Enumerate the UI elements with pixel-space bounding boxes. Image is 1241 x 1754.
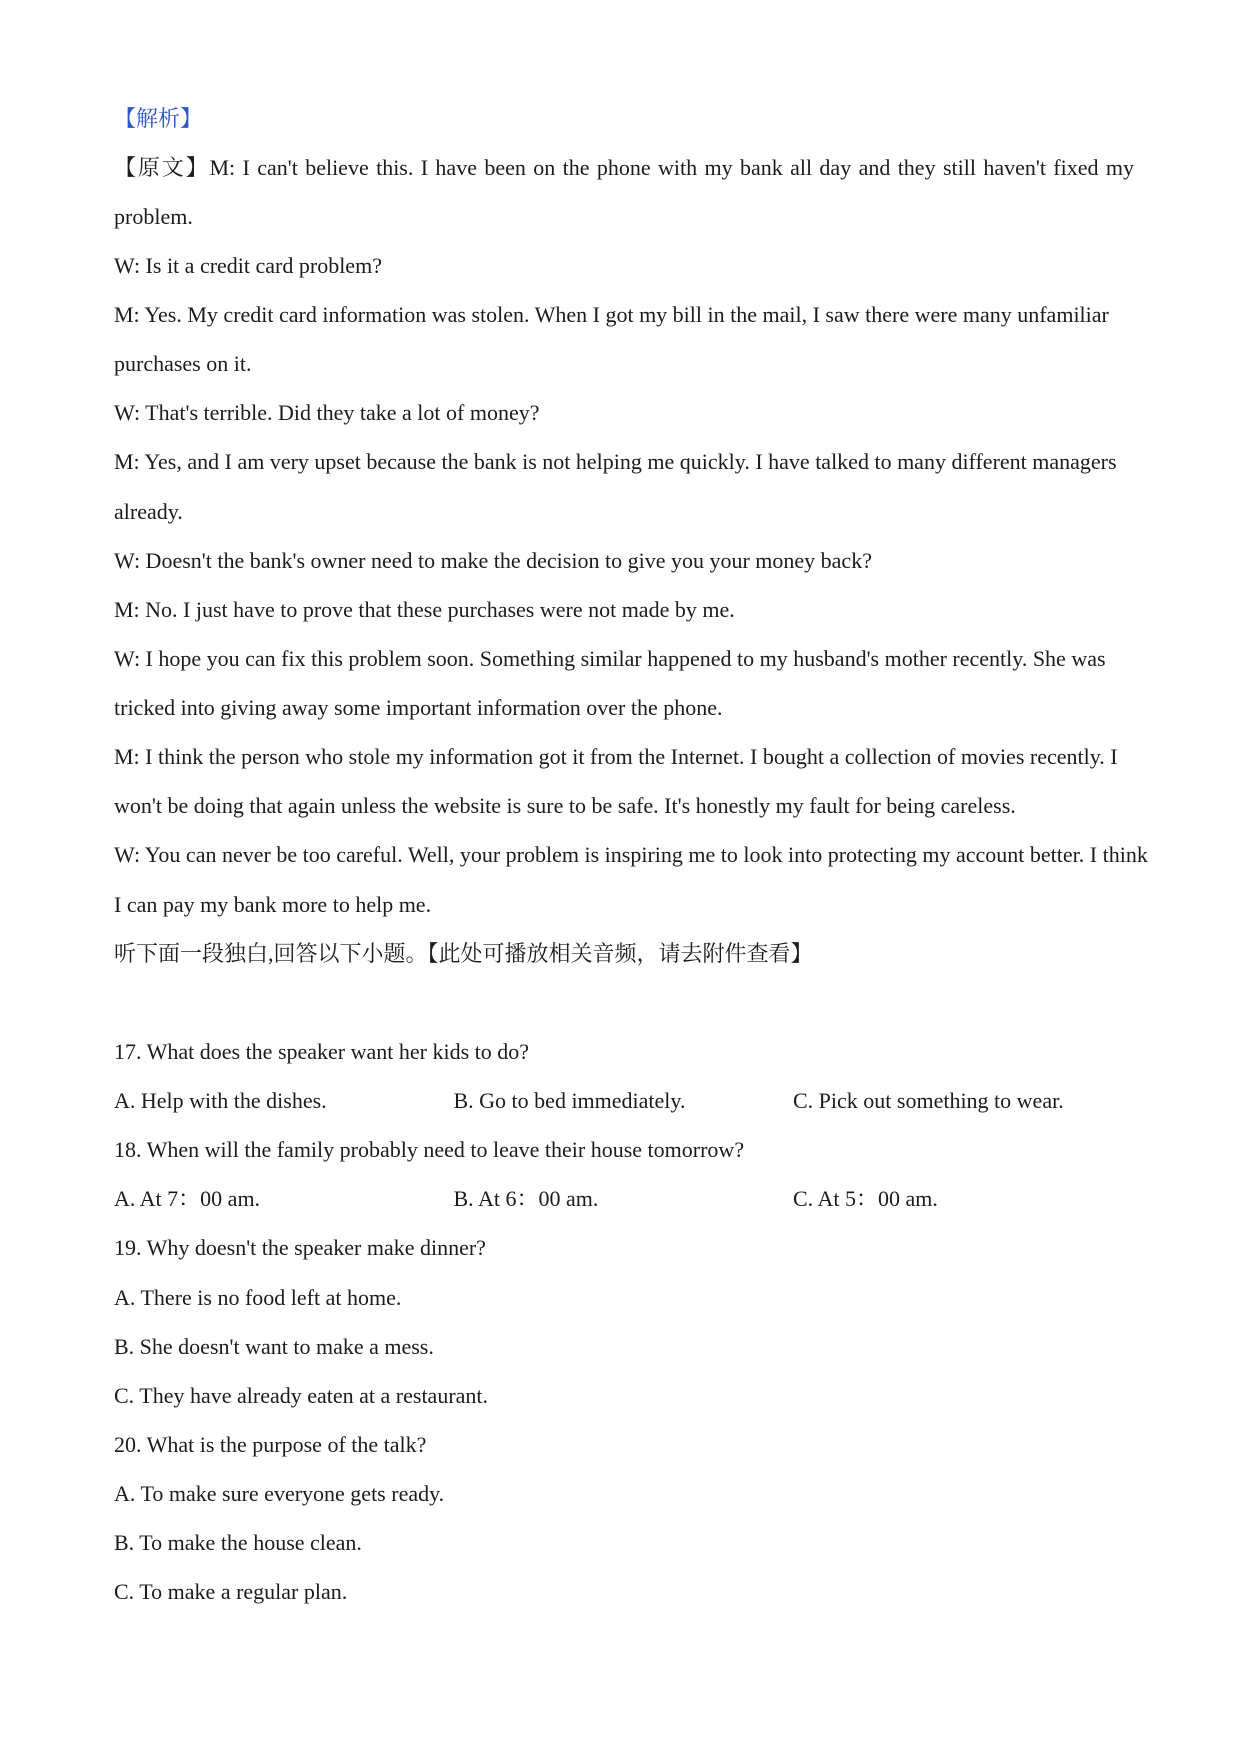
transcript-line: won't be doing that again unless the website is sure to be safe. It's honestly my fault for being careless.	[114, 793, 1016, 819]
transcript-line: already.	[114, 498, 183, 524]
instruction-text: 听下面一段独白,回答以下小题。【此处可播放相关音频，请去附件查看】	[114, 940, 813, 966]
transcript-line: W: I hope you can fix this problem soon. Something similar happened to my husband's mother recently. She was	[114, 645, 1106, 671]
transcript-line: M: No. I just have to prove that these purchases were not made by me.	[114, 596, 735, 622]
transcript-line: M: I can't believe this. I have been on the phone with my bank all day and they still haven't fixed my	[209, 154, 1134, 180]
transcript-line: W: That's terrible. Did they take a lot of money?	[114, 400, 540, 426]
question-17-stem: 17. What does the speaker want her kids to do?	[114, 1038, 530, 1064]
transcript-line: W: Is it a credit card problem?	[114, 252, 382, 278]
question-17-option-c: C. Pick out something to wear.	[793, 1088, 1064, 1114]
question-19-option-c: C. They have already eaten at a restaurant.	[114, 1382, 489, 1408]
transcript-line: problem.	[114, 203, 193, 229]
question-17-options	[114, 1076, 1134, 1125]
transcript-first-line	[114, 143, 1134, 192]
question-18-stem: 18. When will the family probably need to leave their house tomorrow?	[114, 1137, 745, 1163]
transcript-line: M: I think the person who stole my information got it from the Internet. I bought a collection of movies recently. I	[114, 744, 1118, 770]
question-18-option-c: C. At 5：00 am.	[793, 1186, 938, 1212]
question-19-option-b: B. She doesn't want to make a mess.	[114, 1333, 434, 1359]
section-label: 【解析】	[114, 105, 203, 131]
document-page	[114, 94, 1148, 1617]
transcript-line: I can pay my bank more to help me.	[114, 891, 432, 917]
blank-line	[114, 978, 1134, 1027]
question-17-option-a: A. Help with the dishes.	[114, 1088, 327, 1114]
transcript-line: purchases on it.	[114, 351, 252, 377]
question-20-option-c: C. To make a regular plan.	[114, 1579, 348, 1605]
question-19-option-a: A. There is no food left at home.	[114, 1284, 402, 1310]
question-18-option-a: A. At 7：00 am.	[114, 1186, 261, 1212]
question-18-option-b: B. At 6：00 am.	[453, 1186, 599, 1212]
transcript-label: 【原文】	[114, 154, 210, 180]
question-20-stem: 20. What is the purpose of the talk?	[114, 1431, 427, 1457]
question-20-option-b: B. To make the house clean.	[114, 1530, 362, 1556]
transcript-line: M: Yes, and I am very upset because the bank is not helping me quickly. I have talked to many different managers	[114, 449, 1117, 475]
question-19-stem: 19. Why doesn't the speaker make dinner?	[114, 1235, 486, 1261]
question-17-option-b: B. Go to bed immediately.	[453, 1088, 686, 1114]
transcript-line: tricked into giving away some important information over the phone.	[114, 695, 723, 721]
transcript-line: M: Yes. My credit card information was stolen. When I got my bill in the mail, I saw there were many unfamiliar	[114, 302, 1109, 328]
question-18-options	[114, 1174, 1134, 1223]
transcript-line: W: You can never be too careful. Well, your problem is inspiring me to look into protecting my account better. I think	[114, 842, 1148, 868]
question-20-option-a: A. To make sure everyone gets ready.	[114, 1481, 445, 1507]
transcript-line: W: Doesn't the bank's owner need to make the decision to give you your money back?	[114, 547, 872, 573]
